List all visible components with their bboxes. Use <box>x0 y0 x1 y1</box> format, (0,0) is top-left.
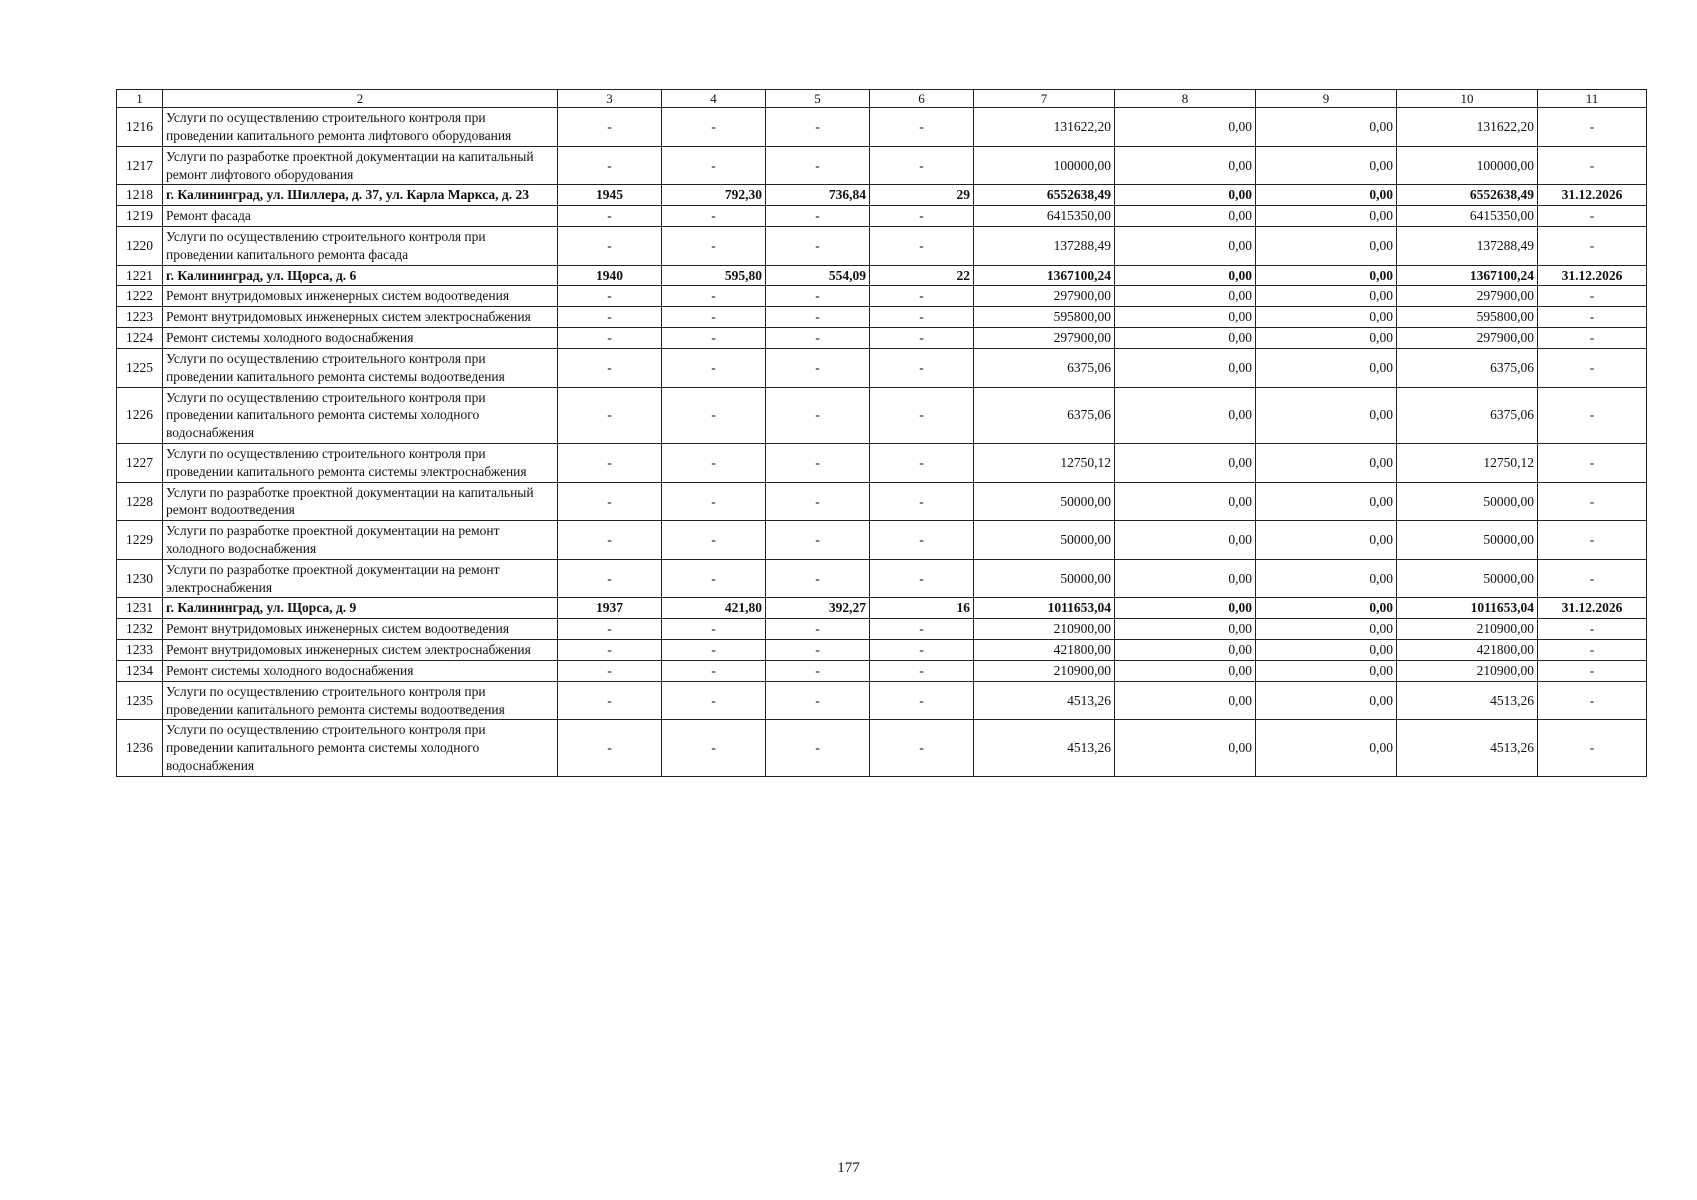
col10-value: 210900,00 <box>1397 619 1538 640</box>
col11-value: 31.12.2026 <box>1538 265 1647 286</box>
col10-value: 6552638,49 <box>1397 185 1538 206</box>
col3-value: - <box>558 307 662 328</box>
work-row <box>117 443 1647 482</box>
row-number: 1232 <box>117 619 163 640</box>
col11-value: - <box>1538 521 1647 560</box>
row-description: Ремонт внутридомовых инженерных систем электроснабжения <box>163 307 558 328</box>
object-row <box>117 185 1647 206</box>
col3-value: 1937 <box>558 598 662 619</box>
object-row <box>117 598 1647 619</box>
row-description: Услуги по осуществлению строительного контроля при проведении капитального ремонта системы водоотведения <box>163 348 558 387</box>
row-description: г. Калининград, ул. Шиллера, д. 37, ул. Карла Маркса, д. 23 <box>163 185 558 206</box>
col5-value: - <box>766 660 870 681</box>
col8-value: 0,00 <box>1115 307 1256 328</box>
col3-value: 1945 <box>558 185 662 206</box>
col6-value: - <box>870 681 974 720</box>
work-row <box>117 387 1647 443</box>
work-row <box>117 348 1647 387</box>
col5-value: - <box>766 328 870 349</box>
col7-value: 1011653,04 <box>974 598 1115 619</box>
col5-value: - <box>766 681 870 720</box>
col8-value: 0,00 <box>1115 286 1256 307</box>
col9-value: 0,00 <box>1256 307 1397 328</box>
col10-value: 421800,00 <box>1397 640 1538 661</box>
col6-value: - <box>870 328 974 349</box>
col9-value: 0,00 <box>1256 482 1397 521</box>
col10-value: 50000,00 <box>1397 521 1538 560</box>
col11-value: - <box>1538 206 1647 227</box>
col4-value: - <box>662 286 766 307</box>
col4-value: - <box>662 660 766 681</box>
work-row <box>117 660 1647 681</box>
col7-value: 1367100,24 <box>974 265 1115 286</box>
col3-value: - <box>558 348 662 387</box>
row-number: 1233 <box>117 640 163 661</box>
col3-value: - <box>558 681 662 720</box>
col11-value: - <box>1538 559 1647 598</box>
col3-value: - <box>558 328 662 349</box>
col4-value: - <box>662 720 766 776</box>
col8-value: 0,00 <box>1115 443 1256 482</box>
row-description: Услуги по осуществлению строительного контроля при проведении капитального ремонта фасада <box>163 227 558 266</box>
work-row <box>117 286 1647 307</box>
col11-value: - <box>1538 660 1647 681</box>
col4-value: 792,30 <box>662 185 766 206</box>
col3-value: - <box>558 206 662 227</box>
col10-value: 1011653,04 <box>1397 598 1538 619</box>
col11-value: - <box>1538 146 1647 185</box>
col7-value: 210900,00 <box>974 660 1115 681</box>
column-header-6: 6 <box>870 90 974 108</box>
col8-value: 0,00 <box>1115 227 1256 266</box>
col8-value: 0,00 <box>1115 206 1256 227</box>
col9-value: 0,00 <box>1256 559 1397 598</box>
col10-value: 12750,12 <box>1397 443 1538 482</box>
col3-value: - <box>558 387 662 443</box>
row-number: 1220 <box>117 227 163 266</box>
col7-value: 4513,26 <box>974 720 1115 776</box>
column-header-11: 11 <box>1538 90 1647 108</box>
col10-value: 4513,26 <box>1397 720 1538 776</box>
col6-value: - <box>870 227 974 266</box>
col7-value: 100000,00 <box>974 146 1115 185</box>
column-header-3: 3 <box>558 90 662 108</box>
col8-value: 0,00 <box>1115 328 1256 349</box>
col6-value: - <box>870 108 974 147</box>
col11-value: - <box>1538 640 1647 661</box>
work-row <box>117 619 1647 640</box>
col6-value: - <box>870 640 974 661</box>
col5-value: - <box>766 720 870 776</box>
row-description: Услуги по разработке проектной документации на ремонт электроснабжения <box>163 559 558 598</box>
row-number: 1228 <box>117 482 163 521</box>
col5-value: - <box>766 482 870 521</box>
col6-value: - <box>870 660 974 681</box>
col11-value: - <box>1538 108 1647 147</box>
work-row <box>117 108 1647 147</box>
col6-value: - <box>870 286 974 307</box>
col10-value: 137288,49 <box>1397 227 1538 266</box>
col6-value: 16 <box>870 598 974 619</box>
col5-value: 736,84 <box>766 185 870 206</box>
col4-value: - <box>662 206 766 227</box>
row-number: 1222 <box>117 286 163 307</box>
column-header-1: 1 <box>117 90 163 108</box>
row-description: Услуги по разработке проектной документации на капитальный ремонт водоотведения <box>163 482 558 521</box>
col7-value: 297900,00 <box>974 286 1115 307</box>
col4-value: 595,80 <box>662 265 766 286</box>
row-number: 1224 <box>117 328 163 349</box>
col8-value: 0,00 <box>1115 482 1256 521</box>
row-number: 1234 <box>117 660 163 681</box>
col7-value: 421800,00 <box>974 640 1115 661</box>
col3-value: - <box>558 286 662 307</box>
col9-value: 0,00 <box>1256 598 1397 619</box>
col4-value: - <box>662 328 766 349</box>
col10-value: 131622,20 <box>1397 108 1538 147</box>
row-number: 1226 <box>117 387 163 443</box>
column-header-5: 5 <box>766 90 870 108</box>
column-header-4: 4 <box>662 90 766 108</box>
col11-value: - <box>1538 227 1647 266</box>
row-description: Услуги по разработке проектной документации на капитальный ремонт лифтового оборудования <box>163 146 558 185</box>
row-description: Услуги по осуществлению строительного контроля при проведении капитального ремонта системы холодного водоснабжения <box>163 720 558 776</box>
col5-value: - <box>766 348 870 387</box>
col6-value: - <box>870 146 974 185</box>
column-header-9: 9 <box>1256 90 1397 108</box>
column-number-row <box>117 90 1647 108</box>
col9-value: 0,00 <box>1256 185 1397 206</box>
col5-value: - <box>766 227 870 266</box>
col9-value: 0,00 <box>1256 681 1397 720</box>
work-row <box>117 328 1647 349</box>
col6-value: - <box>870 206 974 227</box>
row-description: Ремонт фасада <box>163 206 558 227</box>
col7-value: 6375,06 <box>974 387 1115 443</box>
col6-value: - <box>870 387 974 443</box>
row-number: 1236 <box>117 720 163 776</box>
col8-value: 0,00 <box>1115 108 1256 147</box>
col3-value: - <box>558 559 662 598</box>
col7-value: 6415350,00 <box>974 206 1115 227</box>
col3-value: - <box>558 640 662 661</box>
col4-value: - <box>662 108 766 147</box>
col8-value: 0,00 <box>1115 681 1256 720</box>
col11-value: - <box>1538 387 1647 443</box>
col9-value: 0,00 <box>1256 286 1397 307</box>
col5-value: - <box>766 619 870 640</box>
row-number: 1223 <box>117 307 163 328</box>
col11-value: - <box>1538 286 1647 307</box>
col4-value: - <box>662 482 766 521</box>
col7-value: 137288,49 <box>974 227 1115 266</box>
col3-value: 1940 <box>558 265 662 286</box>
col10-value: 6415350,00 <box>1397 206 1538 227</box>
row-description: Услуги по осуществлению строительного контроля при проведении капитального ремонта системы холодного водоснабжения <box>163 387 558 443</box>
col3-value: - <box>558 227 662 266</box>
work-row <box>117 227 1647 266</box>
col4-value: - <box>662 681 766 720</box>
work-row <box>117 482 1647 521</box>
col4-value: - <box>662 559 766 598</box>
work-row <box>117 146 1647 185</box>
col9-value: 0,00 <box>1256 387 1397 443</box>
col11-value: - <box>1538 307 1647 328</box>
row-description: Ремонт системы холодного водоснабжения <box>163 328 558 349</box>
col8-value: 0,00 <box>1115 387 1256 443</box>
row-description: Ремонт внутридомовых инженерных систем водоотведения <box>163 619 558 640</box>
col10-value: 1367100,24 <box>1397 265 1538 286</box>
col5-value: - <box>766 146 870 185</box>
row-number: 1219 <box>117 206 163 227</box>
col11-value: 31.12.2026 <box>1538 598 1647 619</box>
col3-value: - <box>558 108 662 147</box>
col11-value: - <box>1538 619 1647 640</box>
work-row <box>117 521 1647 560</box>
col7-value: 4513,26 <box>974 681 1115 720</box>
work-row <box>117 720 1647 776</box>
row-description: Услуги по разработке проектной документации на ремонт холодного водоснабжения <box>163 521 558 560</box>
col7-value: 50000,00 <box>974 559 1115 598</box>
row-description: Ремонт системы холодного водоснабжения <box>163 660 558 681</box>
col7-value: 595800,00 <box>974 307 1115 328</box>
col10-value: 210900,00 <box>1397 660 1538 681</box>
col8-value: 0,00 <box>1115 619 1256 640</box>
object-row <box>117 265 1647 286</box>
row-description: Ремонт внутридомовых инженерных систем водоотведения <box>163 286 558 307</box>
col7-value: 6375,06 <box>974 348 1115 387</box>
table-body <box>117 90 1647 777</box>
work-row <box>117 307 1647 328</box>
col6-value: - <box>870 307 974 328</box>
col5-value: - <box>766 286 870 307</box>
col5-value: 554,09 <box>766 265 870 286</box>
col11-value: - <box>1538 348 1647 387</box>
col9-value: 0,00 <box>1256 108 1397 147</box>
col3-value: - <box>558 619 662 640</box>
work-row <box>117 640 1647 661</box>
col9-value: 0,00 <box>1256 443 1397 482</box>
col6-value: - <box>870 348 974 387</box>
col7-value: 50000,00 <box>974 482 1115 521</box>
program-table <box>116 89 1647 777</box>
col3-value: - <box>558 146 662 185</box>
work-row <box>117 681 1647 720</box>
col9-value: 0,00 <box>1256 206 1397 227</box>
col3-value: - <box>558 482 662 521</box>
col9-value: 0,00 <box>1256 227 1397 266</box>
col8-value: 0,00 <box>1115 660 1256 681</box>
col4-value: - <box>662 307 766 328</box>
row-description: Ремонт внутридомовых инженерных систем электроснабжения <box>163 640 558 661</box>
col3-value: - <box>558 660 662 681</box>
col11-value: - <box>1538 720 1647 776</box>
col10-value: 6375,06 <box>1397 348 1538 387</box>
row-number: 1227 <box>117 443 163 482</box>
column-header-2: 2 <box>163 90 558 108</box>
col7-value: 131622,20 <box>974 108 1115 147</box>
col10-value: 595800,00 <box>1397 307 1538 328</box>
col11-value: 31.12.2026 <box>1538 185 1647 206</box>
col4-value: - <box>662 227 766 266</box>
col4-value: - <box>662 146 766 185</box>
col5-value: - <box>766 307 870 328</box>
row-number: 1217 <box>117 146 163 185</box>
col7-value: 210900,00 <box>974 619 1115 640</box>
row-description: Услуги по осуществлению строительного контроля при проведении капитального ремонта системы водоотведения <box>163 681 558 720</box>
column-header-7: 7 <box>974 90 1115 108</box>
col7-value: 50000,00 <box>974 521 1115 560</box>
col8-value: 0,00 <box>1115 559 1256 598</box>
col6-value: 29 <box>870 185 974 206</box>
col4-value: - <box>662 348 766 387</box>
col5-value: - <box>766 108 870 147</box>
col9-value: 0,00 <box>1256 348 1397 387</box>
col5-value: 392,27 <box>766 598 870 619</box>
col10-value: 297900,00 <box>1397 328 1538 349</box>
row-description: Услуги по осуществлению строительного контроля при проведении капитального ремонта системы электроснабжения <box>163 443 558 482</box>
col9-value: 0,00 <box>1256 660 1397 681</box>
col4-value: - <box>662 387 766 443</box>
col4-value: - <box>662 521 766 560</box>
row-number: 1231 <box>117 598 163 619</box>
col8-value: 0,00 <box>1115 640 1256 661</box>
col3-value: - <box>558 720 662 776</box>
col6-value: - <box>870 443 974 482</box>
row-number: 1235 <box>117 681 163 720</box>
row-description: г. Калининград, ул. Щорса, д. 6 <box>163 265 558 286</box>
col11-value: - <box>1538 482 1647 521</box>
row-number: 1216 <box>117 108 163 147</box>
col8-value: 0,00 <box>1115 348 1256 387</box>
col11-value: - <box>1538 681 1647 720</box>
col6-value: 22 <box>870 265 974 286</box>
col10-value: 297900,00 <box>1397 286 1538 307</box>
col10-value: 50000,00 <box>1397 482 1538 521</box>
row-description: г. Калининград, ул. Щорса, д. 9 <box>163 598 558 619</box>
col5-value: - <box>766 640 870 661</box>
col5-value: - <box>766 443 870 482</box>
col9-value: 0,00 <box>1256 640 1397 661</box>
work-row <box>117 559 1647 598</box>
column-header-8: 8 <box>1115 90 1256 108</box>
row-number: 1218 <box>117 185 163 206</box>
col8-value: 0,00 <box>1115 265 1256 286</box>
row-description: Услуги по осуществлению строительного контроля при проведении капитального ремонта лифтового оборудования <box>163 108 558 147</box>
row-number: 1221 <box>117 265 163 286</box>
col10-value: 4513,26 <box>1397 681 1538 720</box>
col4-value: - <box>662 619 766 640</box>
col5-value: - <box>766 387 870 443</box>
col4-value: - <box>662 443 766 482</box>
col8-value: 0,00 <box>1115 185 1256 206</box>
col8-value: 0,00 <box>1115 598 1256 619</box>
col9-value: 0,00 <box>1256 265 1397 286</box>
col10-value: 50000,00 <box>1397 559 1538 598</box>
col3-value: - <box>558 521 662 560</box>
col9-value: 0,00 <box>1256 146 1397 185</box>
col5-value: - <box>766 206 870 227</box>
column-header-10: 10 <box>1397 90 1538 108</box>
col8-value: 0,00 <box>1115 720 1256 776</box>
col4-value: - <box>662 640 766 661</box>
col11-value: - <box>1538 443 1647 482</box>
col6-value: - <box>870 521 974 560</box>
row-number: 1225 <box>117 348 163 387</box>
col6-value: - <box>870 720 974 776</box>
col3-value: - <box>558 443 662 482</box>
col9-value: 0,00 <box>1256 619 1397 640</box>
row-number: 1230 <box>117 559 163 598</box>
col9-value: 0,00 <box>1256 521 1397 560</box>
col7-value: 12750,12 <box>974 443 1115 482</box>
col9-value: 0,00 <box>1256 720 1397 776</box>
col6-value: - <box>870 482 974 521</box>
col5-value: - <box>766 521 870 560</box>
col11-value: - <box>1538 328 1647 349</box>
col7-value: 297900,00 <box>974 328 1115 349</box>
col10-value: 100000,00 <box>1397 146 1538 185</box>
row-number: 1229 <box>117 521 163 560</box>
col7-value: 6552638,49 <box>974 185 1115 206</box>
col9-value: 0,00 <box>1256 328 1397 349</box>
col8-value: 0,00 <box>1115 146 1256 185</box>
col6-value: - <box>870 619 974 640</box>
col6-value: - <box>870 559 974 598</box>
page-number: 177 <box>837 1160 860 1176</box>
col4-value: 421,80 <box>662 598 766 619</box>
col5-value: - <box>766 559 870 598</box>
col8-value: 0,00 <box>1115 521 1256 560</box>
col10-value: 6375,06 <box>1397 387 1538 443</box>
work-row <box>117 206 1647 227</box>
